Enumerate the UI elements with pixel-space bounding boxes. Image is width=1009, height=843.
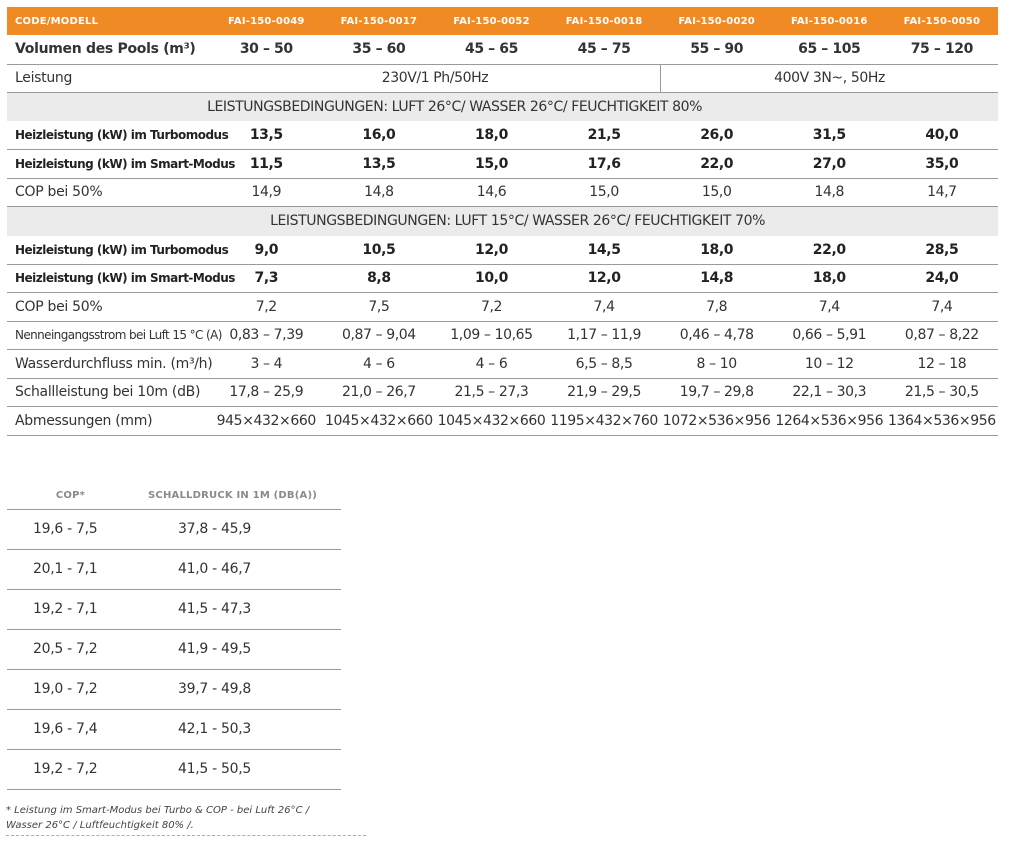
cell-value: 22,1 – 30,3 <box>792 384 867 401</box>
cell-value: 6,5 – 8,5 <box>575 355 633 372</box>
table-row <box>7 509 341 549</box>
sound-value: 41,9 - 49,5 <box>178 641 251 657</box>
cell-value: 27,0 <box>812 155 846 172</box>
cell-value: 35 – 60 <box>352 41 406 58</box>
cell-value: 14,6 <box>476 184 507 201</box>
cell-value: 21,5 <box>587 127 621 143</box>
footnote <box>6 803 351 833</box>
row-label: Abmessungen (mm) <box>15 412 153 429</box>
cell-value: 26,0 <box>700 127 734 143</box>
cell-value: 24,0 <box>925 270 959 287</box>
model-code: FAI-150-0020 <box>678 15 755 27</box>
cell-value: 0,46 – 4,78 <box>679 327 754 344</box>
cop-value: 20,1 - 7,1 <box>33 561 98 577</box>
condition-title: LEISTUNGSBEDINGUNGEN: LUFT 15°C/ WASSER 26°C/ FEUCHTIGKEIT 70% <box>270 213 766 230</box>
sound-value: 39,7 - 49,8 <box>178 681 251 697</box>
model-code: FAI-150-0052 <box>453 15 530 27</box>
table-row <box>7 150 998 179</box>
cell-value: 18,0 <box>700 241 734 258</box>
cell-value: 45 – 65 <box>465 41 518 58</box>
footnote-line-1: * Leistung im Smart-Modus bei Turbo & COP - bei Luft 26°C / <box>6 805 310 816</box>
row-label: Heizleistung (kW) im Smart-Modus <box>15 271 235 286</box>
table-row <box>7 293 998 322</box>
column-header: COP* <box>55 489 86 501</box>
row-label: Heizleistung (kW) im Turbomodus <box>15 128 229 142</box>
column-header: SCHALLDRUCK IN 1M (DB(A)) <box>148 489 317 501</box>
condition-band-2 <box>7 207 998 236</box>
cell-value: 75 – 120 <box>910 41 973 58</box>
cell-value: 16,0 <box>362 127 396 143</box>
cell-value: 22,0 <box>812 241 846 258</box>
row-label: Heizleistung (kW) im Turbomodus <box>15 242 229 257</box>
pool-volume-row <box>7 35 998 64</box>
cell-value: 10,5 <box>362 241 396 258</box>
cop-value: 19,6 - 7,4 <box>33 721 98 737</box>
cell-value: 21,5 – 30,5 <box>904 384 979 401</box>
sound-value: 42,1 - 50,3 <box>178 721 251 737</box>
table-row <box>7 236 998 265</box>
table-row <box>7 121 998 150</box>
cell-value: 0,87 – 9,04 <box>341 327 416 344</box>
cell-value: 1264×536×956 <box>775 412 884 429</box>
cell-value: 14,5 <box>587 241 621 258</box>
cop-value: 19,0 - 7,2 <box>33 681 98 697</box>
table-row <box>7 709 341 749</box>
cell-value: 8 – 10 <box>696 355 737 372</box>
row-label: Wasserdurchfluss min. (m³/h) <box>15 355 213 372</box>
cell-value: 3 – 4 <box>250 355 283 372</box>
cell-value: 1,17 – 11,9 <box>567 327 641 344</box>
model-code: FAI-150-0016 <box>790 15 868 27</box>
cell-value: 45 – 75 <box>577 41 631 58</box>
cell-value: 1045×432×660 <box>325 412 433 429</box>
power-three-phase: 400V 3N~, 50Hz <box>660 64 998 92</box>
table-row <box>7 589 341 629</box>
spec-table <box>7 7 998 436</box>
table-row <box>7 350 998 379</box>
cell-value: 18,0 <box>812 270 846 287</box>
cell-value: 945×432×660 <box>216 412 316 429</box>
table-row <box>7 629 341 669</box>
cell-value: 7,5 <box>368 298 390 315</box>
cell-value: 10 – 12 <box>804 355 854 372</box>
cell-value: 7,4 <box>931 298 953 315</box>
cell-value: 7,8 <box>706 298 728 315</box>
cell-value: 14,9 <box>251 184 282 201</box>
cell-value: 11,5 <box>249 155 283 172</box>
cop-header-row <box>7 482 341 509</box>
spec-header-row <box>7 7 998 35</box>
cell-value: 7,3 <box>254 270 279 287</box>
power-row <box>7 64 998 92</box>
power-single-phase: 230V/1 Ph/50Hz <box>381 70 489 86</box>
cell-value: 7,4 <box>818 298 840 315</box>
cell-value: 0,87 – 8,22 <box>904 327 979 344</box>
cell-value: 1072×536×956 <box>662 412 771 429</box>
cell-value: 19,7 – 29,8 <box>679 384 754 401</box>
cell-value: 35,0 <box>925 155 959 172</box>
sound-value: 41,5 - 50,5 <box>178 761 251 777</box>
cell-value: 7,4 <box>593 298 615 315</box>
cell-value: 14,8 <box>700 270 734 287</box>
cell-value: 30 – 50 <box>239 41 293 58</box>
cell-value: 21,0 – 26,7 <box>341 384 416 401</box>
row-label: COP bei 50% <box>15 298 103 315</box>
table-row <box>7 669 341 709</box>
cell-value: 0,66 – 5,91 <box>792 327 867 344</box>
cell-value: 17,6 <box>587 155 621 172</box>
row-label: COP bei 50% <box>15 184 103 201</box>
cell-value: 7,2 <box>480 298 503 315</box>
cell-value: 1195×432×760 <box>550 412 658 429</box>
cell-value: 17,8 – 25,9 <box>229 384 304 401</box>
table-row <box>7 749 341 789</box>
cell-value: 22,0 <box>700 155 734 172</box>
cell-value: 4 – 6 <box>475 355 508 372</box>
sound-value: 41,0 - 46,7 <box>178 561 251 577</box>
condition-title: LEISTUNGSBEDINGUNGEN: LUFT 26°C/ WASSER 26°C/ FEUCHTIGKEIT 80% <box>207 98 703 115</box>
cell-value: 14,8 <box>364 184 394 201</box>
cell-value: 13,5 <box>249 127 283 143</box>
cell-value: 15,0 <box>475 155 508 172</box>
table-row <box>7 378 998 407</box>
cell-value: 1045×432×660 <box>437 412 546 429</box>
cell-value: 13,5 <box>362 155 396 172</box>
header-code-label: CODE/MODELL <box>15 15 99 27</box>
cell-value: 7,2 <box>255 298 277 315</box>
cell-value: 55 – 90 <box>690 41 744 58</box>
model-code: FAI-150-0017 <box>340 15 418 27</box>
cell-value: 40,0 <box>925 127 959 143</box>
row-label: Heizleistung (kW) im Smart-Modus <box>15 156 235 171</box>
cell-value: 31,5 <box>812 127 846 143</box>
sound-value: 41,5 - 47,3 <box>178 601 251 617</box>
cell-value: 15,0 <box>701 184 732 201</box>
cell-value: 12 – 18 <box>917 355 967 372</box>
condition-band-1 <box>7 92 998 121</box>
cell-value: 4 – 6 <box>363 355 395 372</box>
cell-value: 18,0 <box>475 127 508 143</box>
cell-value: 14,7 <box>927 184 957 201</box>
row-label: Leistung <box>15 70 73 86</box>
model-code: FAI-150-0049 <box>228 15 305 27</box>
row-label: Nenneingangsstrom bei Luft 15 °C (A) <box>15 328 222 343</box>
cell-value: 8,8 <box>367 270 391 287</box>
table-row <box>7 264 998 293</box>
cop-value: 19,6 - 7,5 <box>33 521 98 537</box>
model-code: FAI-150-0050 <box>903 15 981 27</box>
cop-value: 19,2 - 7,2 <box>33 761 98 777</box>
footnote-line-2: Wasser 26°C / Luftfeuchtigkeit 80% /. <box>6 820 194 831</box>
cell-value: 1,09 – 10,65 <box>450 327 533 344</box>
cell-value: 65 – 105 <box>798 41 861 58</box>
cell-value: 15,0 <box>589 184 619 201</box>
table-row <box>7 549 341 589</box>
cell-value: 12,0 <box>475 241 508 258</box>
footnote-divider <box>6 835 366 836</box>
cell-value: 21,9 – 29,5 <box>567 384 641 401</box>
cell-value: 12,0 <box>587 270 621 287</box>
cell-value: 0,83 – 7,39 <box>229 327 304 344</box>
cell-value: 9,0 <box>254 241 279 258</box>
cell-value: 14,8 <box>814 184 845 201</box>
cell-value: 28,5 <box>925 241 959 258</box>
cell-value: 10,0 <box>475 270 508 287</box>
cop-value: 20,5 - 7,2 <box>33 641 98 657</box>
cell-value: 21,5 – 27,3 <box>454 384 529 401</box>
table-row <box>7 321 998 350</box>
table-row <box>7 178 998 207</box>
cop-sound-table <box>7 482 341 790</box>
row-label: Volumen des Pools (m³) <box>15 41 196 58</box>
row-label: Schallleistung bei 10m (dB) <box>15 384 201 401</box>
model-code: FAI-150-0018 <box>565 15 643 27</box>
cop-value: 19,2 - 7,1 <box>33 601 98 617</box>
cell-value: 1364×536×956 <box>887 412 996 429</box>
sound-value: 37,8 - 45,9 <box>178 521 251 537</box>
table-row <box>7 407 998 436</box>
